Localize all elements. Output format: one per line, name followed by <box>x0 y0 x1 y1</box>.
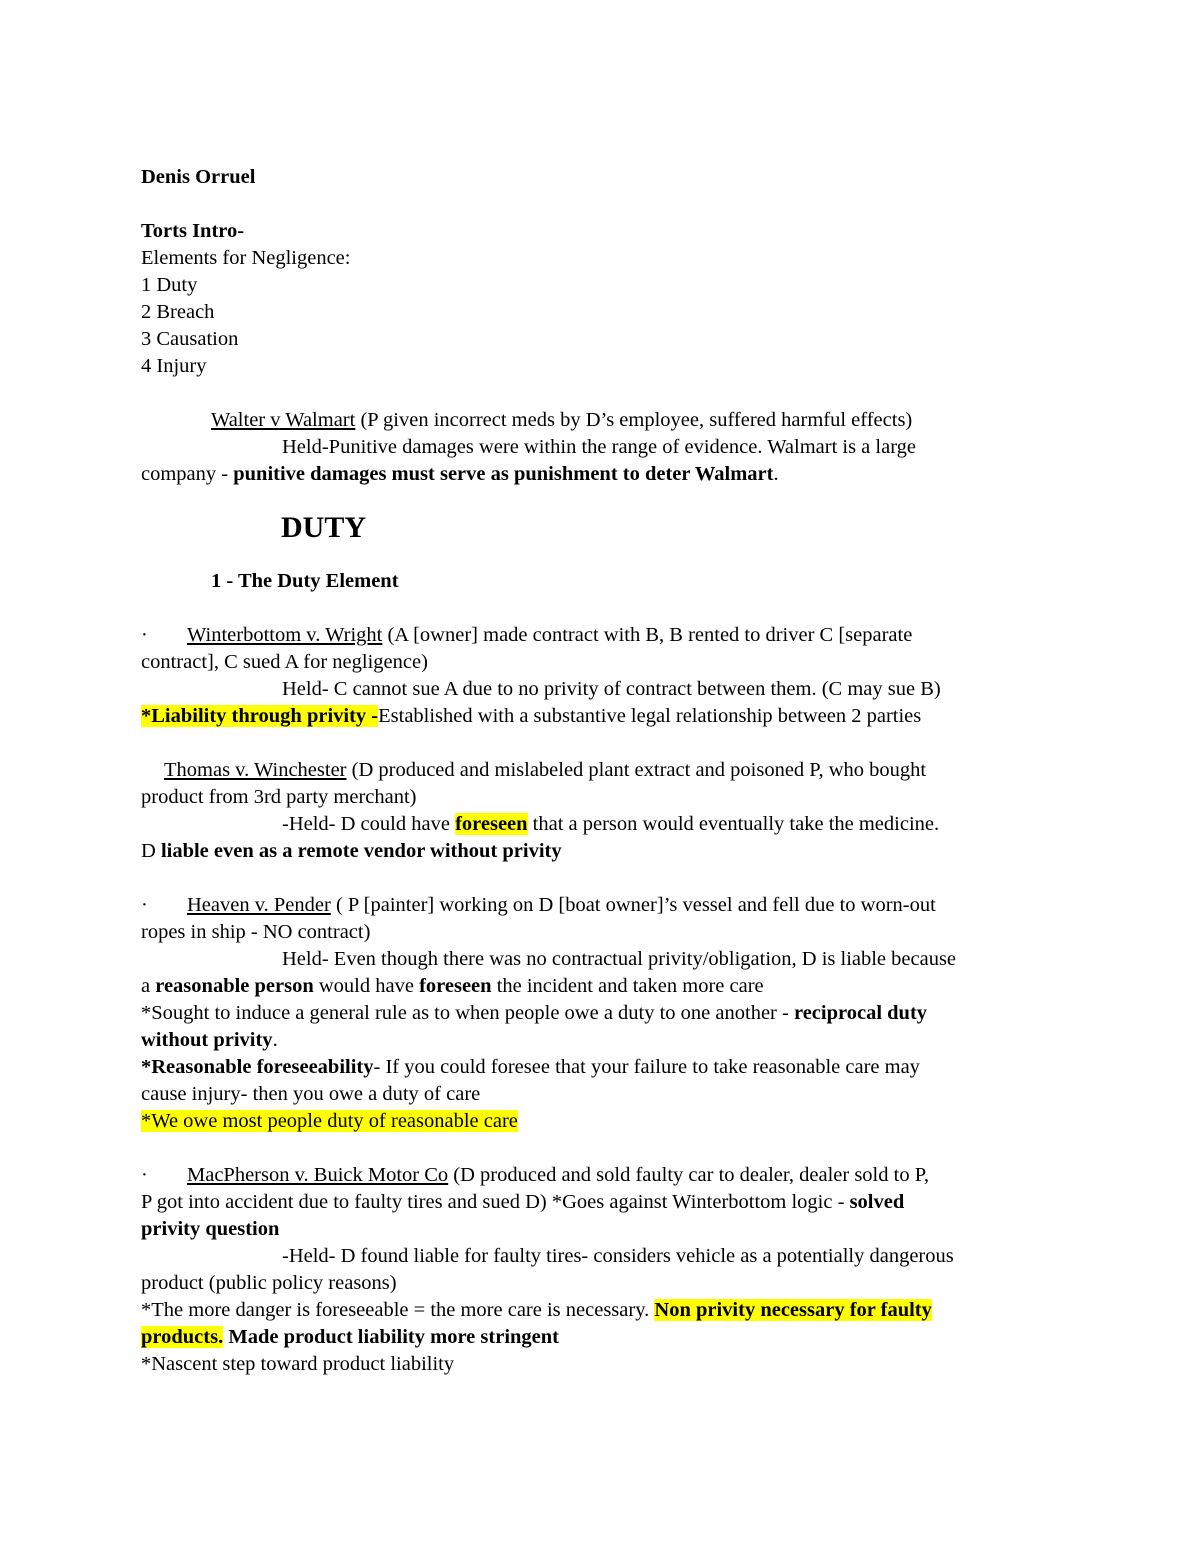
highlight: Non privity necessary for faulty <box>654 1299 932 1321</box>
note-reasonable-foreseeability: *Reasonable foreseeability- If you could foresee that your failure to take reasonable care may <box>141 1056 920 1078</box>
highlight: foreseen <box>455 813 528 835</box>
held-winterbottom: Held- C cannot sue A due to no privity of contract between them. (C may sue B) <box>282 678 941 700</box>
document-page <box>141 164 1071 1378</box>
case-facts-cont: P got into accident due to faulty tires and sued D) *Goes against Winterbottom logic - solved <box>141 1191 905 1213</box>
element-item: 1 Duty <box>141 274 198 296</box>
note-duty-of-care: cause injury- then you owe a duty of care <box>141 1083 481 1105</box>
case-facts-cont: privity question <box>141 1218 280 1240</box>
bullet-icon: · <box>141 1164 148 1186</box>
bullet-icon: · <box>141 894 148 916</box>
case-facts-cont: ropes in ship - NO contract) <box>141 921 371 943</box>
case-heaven: · Heaven v. Pender ( P [painter] working on D [boat owner]’s vessel and fell due to worn-out <box>141 892 1071 919</box>
intro-heading: Torts Intro- <box>141 220 245 242</box>
case-macpherson: · MacPherson v. Buick Motor Co (D produced and sold faulty car to dealer, dealer sold to P, <box>141 1162 1071 1189</box>
case-winterbottom: · Winterbottom v. Wright (A [owner] made contract with B, B rented to driver C [separate <box>141 622 1071 649</box>
note-product-liability: *Nascent step toward product liability <box>141 1353 455 1375</box>
element-item: 2 Breach <box>141 301 215 323</box>
note-reasonable-care <box>141 1108 1071 1135</box>
note-macpherson-cont: products. Made product liability more stringent <box>141 1326 559 1348</box>
case-facts-cont: product from 3rd party merchant) <box>141 786 417 808</box>
held-macpherson-cont: product (public policy reasons) <box>141 1272 397 1294</box>
note-winterbottom: *Liability through privity -Established with a substantive legal relationship between 2 parties <box>141 705 922 727</box>
held-thomas: -Held- D could have foreseen that a person would eventually take the medicine. <box>282 813 940 835</box>
held-heaven-cont: a reasonable person would have foreseen the incident and taken more care <box>141 975 764 997</box>
held-walter: Held-Punitive damages were within the range of evidence. Walmart is a large <box>282 436 917 458</box>
held-walter-cont: company - punitive damages must serve as punishment to deter Walmart. <box>141 463 779 485</box>
case-name: MacPherson v. Buick Motor Co <box>187 1164 449 1186</box>
element-item: 3 Causation <box>141 328 239 350</box>
case-name: Winterbottom v. Wright <box>187 624 383 646</box>
held-macpherson: -Held- D found liable for faulty tires- considers vehicle as a potentially dangerous <box>282 1245 954 1267</box>
case-name: Heaven v. Pender <box>187 894 331 916</box>
bullet-icon: · <box>141 624 148 646</box>
highlight: *We owe most people duty of reasonable care <box>141 1110 518 1132</box>
case-thomas: Thomas v. Winchester (D produced and mislabeled plant extract and poisoned P, who bought <box>164 759 927 781</box>
duty-heading: DUTY <box>281 511 367 544</box>
note-heaven: *Sought to induce a general rule as to when people owe a duty to one another - reciprocal duty <box>141 1002 928 1024</box>
highlight: *Liability through privity - <box>141 705 379 727</box>
note-heaven-cont: without privity. <box>141 1029 278 1051</box>
highlight: products. <box>141 1326 224 1348</box>
elements-label: Elements for Negligence: <box>141 247 351 269</box>
element-item: 4 Injury <box>141 355 207 377</box>
case-facts-cont: contract], C sued A for negligence) <box>141 651 428 673</box>
conclusion-thomas: D liable even as a remote vendor without privity <box>141 840 562 862</box>
case-walter <box>141 407 1071 434</box>
section-1-heading: 1 - The Duty Element <box>211 570 399 592</box>
case-facts: (P given incorrect meds by D’s employee, suffered harmful effects) <box>355 409 913 431</box>
held-heaven: Held- Even though there was no contractual privity/obligation, D is liable because <box>282 948 957 970</box>
note-macpherson: *The more danger is foreseeable = the more care is necessary. Non privity necessary for faulty <box>141 1299 932 1321</box>
case-name: Walter v Walmart <box>211 409 356 431</box>
author-name: Denis Orruel <box>141 166 256 188</box>
case-name: Thomas v. Winchester <box>164 759 347 781</box>
